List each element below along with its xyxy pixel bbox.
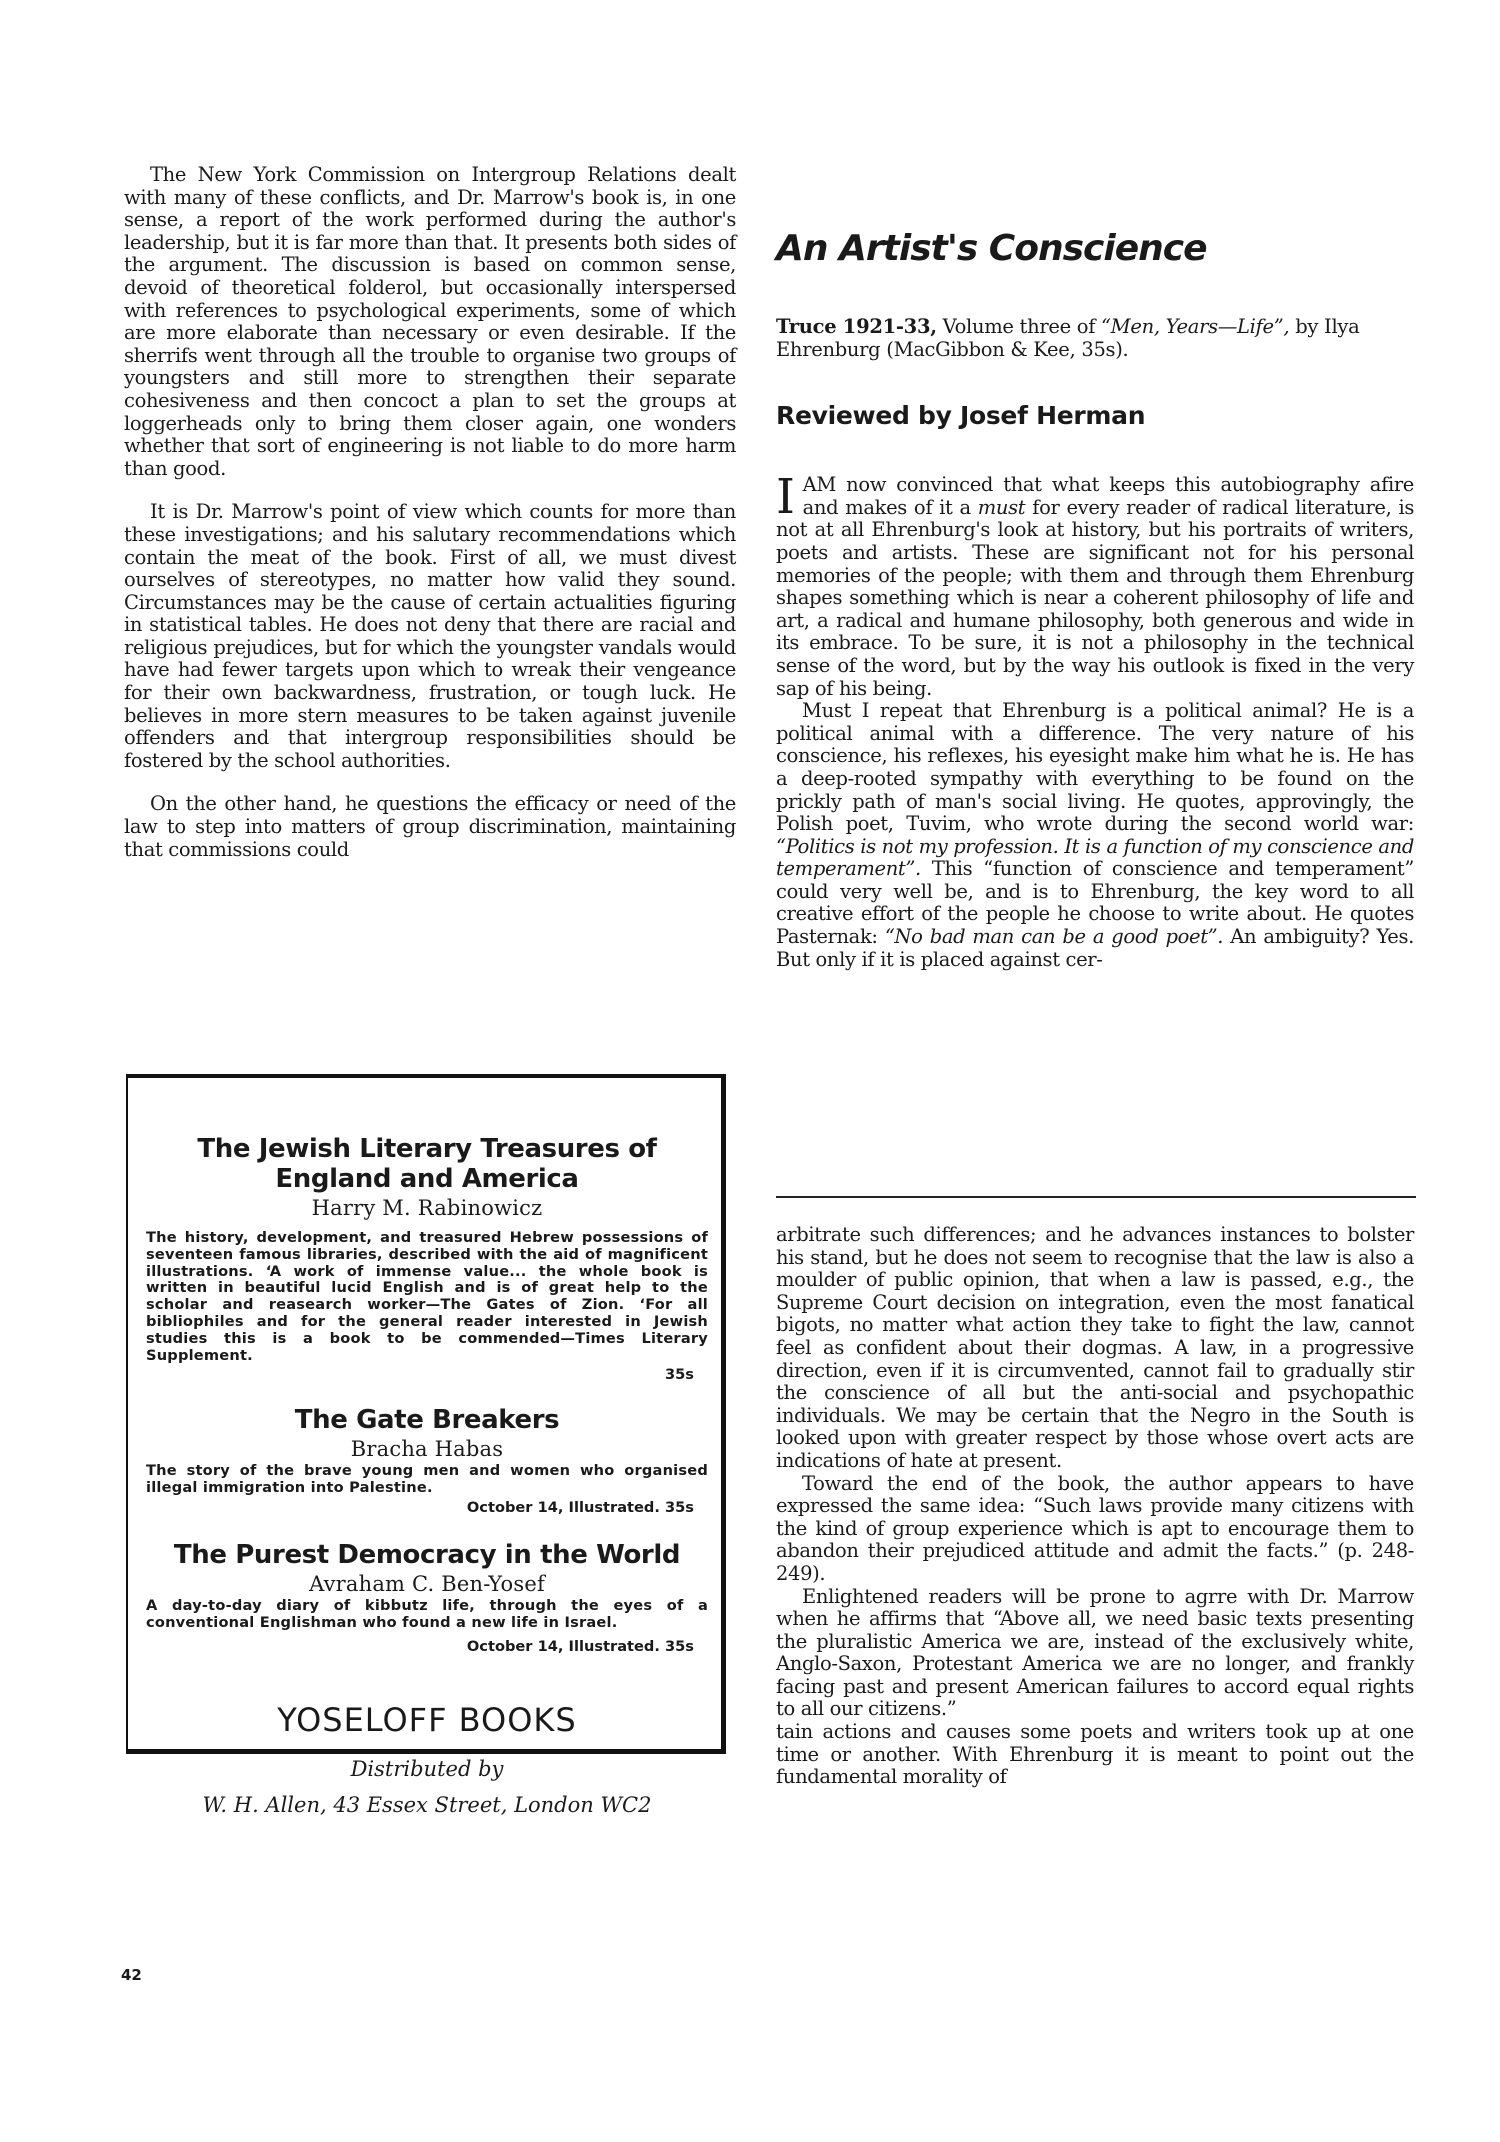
article-paragraph: On the other hand, he questions the efficacy or need of the law to step into matters of group discrimination, maintaining that commissions could — [124, 792, 736, 861]
review-text: for every reader of radical literature, is not at all Ehrenburg's look at history, but his portraits of writers, poets and artists. These are significant not for his personal memories of the people; with them and through them Ehrenburg shapes something which is near a coherent philosophy of life and art, a radical and humane philosophy, both generous and wide in its embrace. To be sure, it is not a philosophy in the technical sense of the word, but by the way his outlook is fixed in the very sap of his being. — [776, 495, 1414, 700]
book-info — [776, 316, 1414, 361]
ad-distributor-address: W. H. Allen, 43 Essex Street, London WC2 — [202, 1792, 652, 1817]
ad-book-author: Harry M. Rabinowicz — [311, 1196, 543, 1220]
book-details: Volume three of — [936, 315, 1102, 338]
left-column-article — [124, 164, 736, 861]
article-paragraph: tain actions and causes some poets and writers took up at one time or another. With Ehrenburg it is meant to point out the fundamental morality of — [776, 1720, 1414, 1789]
ad-book-title: The Gate Breakers — [294, 1405, 560, 1436]
ad-book-description: The story of the brave young men and women who organised illegal immigration into Palestine. — [146, 1462, 708, 1497]
right-column-continuation — [776, 1224, 1414, 1789]
page-number: 42 — [121, 1966, 142, 1984]
review-body — [776, 469, 1415, 971]
review-title: An Artist's Conscience — [776, 228, 1207, 269]
article-paragraph: Toward the end of the book, the author appears to have expressed the same idea: “Such laws provide many citizens with the kind of group experience which is apt to encourage them to abandon their prejudiced attitude and admit the facts.” (p. 248-249). — [776, 1471, 1414, 1585]
article-paragraph: arbitrate such differences; and he advances instances to bolster his stand, but he does not seem to recognise that the law is also a moulder of public opinion, that when a law is passed, e.g., the Supreme Court decision on integration, even the most fanatical bigots, no matter what action they take to fight the law, cannot feel as confident about their dogmas. A law, in a progressive direction, even if it is circumvented, cannot fail to gradually stir the conscience of all but the anti-social and psychopathic individuals. We may be certain that the Negro in the South is looked upon with greater respect by those whose overt acts are indications of hate at present. — [776, 1223, 1414, 1472]
article-paragraph: Enlightened readers will be prone to agrre with Dr. Marrow when he affirms that “Above all, we need basic texts presenting the pluralistic America we are, instead of the exclusively white, Anglo-Saxon, Protestant America we are no longer, and frankly facing past and present American failures to accord equal rights to all our citizens.” — [776, 1584, 1414, 1721]
ad-book-description: The history, development, and treasured Hebrew possessions of seventeen famous libraries, described with the aid of magnificent illustrations. ‘A work of immense value... the whole book is written in beautiful lucid English and is of great help to the scholar and reasearch worker—The Gates of Zion. ‘For all bibliophiles and for the general reader interested in Jewish studies this is a book to be commended—Times Literary Supplement. — [146, 1229, 708, 1364]
review-text: Must I repeat that Ehrenburg is a political animal? He is a political animal with a difference. The very nature of his conscience, his reflexes, his eyesight make him what he is. He has a deep-rooted sympathy with everything to be found on the prickly path of man's social living. He quotes, approvingly, the Polish poet, Tuvim, who wrote during the second world war: — [776, 699, 1414, 836]
ad-book-price: October 14, Illustrated. 35s — [466, 1637, 694, 1655]
advertisement-content — [146, 1078, 708, 1817]
article-paragraph: It is Dr. Marrow's point of view which counts for more than these investigations; and his salutary recommendations which contain the meat of the book. First of all, we must divest ourselves of stereotypes, no matter how valid they sound. Circumstances may be the cause of certain actualities figuring in statistical tables. He does not deny that there are racial and religious prejudices, but for which the youngster vandals would have had fewer targets upon which to wreak their vengeance for their own backwardness, frustration, or tough luck. He believes in more stern measures to be taken against juvenile offenders and that intergroup responsibilities should be fostered by the school authorities. — [124, 500, 736, 772]
article-paragraph: The New York Commission on Intergroup Relations dealt with many of these conflicts, and Dr. Marrow's book is, in one sense, a report of the work performed during the author's leadership, but it is far more than that. It presents both sides of the argument. The discussion is based on common sense, devoid of theoretical folderol, but occasionally interspersed with references to psychological experiments, some of which are more elaborate than necessary or even desirable. If the sherrifs went through all the trouble to organise two groups of youngsters and still more to strengthen their separate cohesiveness and then concoct a plan to set the groups at loggerheads only to bring them closer again, one wonders whether that sort of engineering is not liable to do more harm than good. — [124, 163, 736, 480]
ad-book-description: A day-to-day diary of kibbutz life, through the eyes of a conventional Englishman who found a new life in Israel. — [146, 1596, 708, 1631]
publisher-advertisement — [126, 1074, 726, 1817]
review-quote: “Politics is not my profession. It is a function of my conscience and temperament”. — [776, 834, 1414, 881]
review-emphasis: must — [977, 495, 1026, 519]
drop-cap: I — [776, 469, 795, 526]
review-paragraph — [776, 700, 1414, 971]
ad-distributed-by: Distributed by — [350, 1756, 504, 1781]
review-paragraph — [776, 469, 1414, 700]
review-text: This “function of conscience and temperament” could very well be, and is to Ehrenburg, the key word to all creative effort of the people he choose to write about. He quotes Pasternak: — [776, 857, 1414, 949]
ad-book-author: Bracha Habas — [350, 1437, 504, 1462]
column-divider-rule — [776, 1196, 1416, 1198]
ad-book-price: 35s — [665, 1366, 694, 1384]
review-article — [776, 228, 1414, 971]
book-title: Truce 1921-33, — [776, 315, 937, 338]
ad-book-title: The Jewish Literary Treasures of England and America — [197, 1134, 657, 1194]
book-series: “Men, Years—Life”, — [1101, 315, 1290, 338]
review-quote: “No bad man can be a good poet”. — [884, 925, 1224, 949]
review-text: AM now convinced that what keeps this autobiography afire and makes of it a — [802, 473, 1414, 519]
ad-publisher-name: YOSELOFF BOOKS — [277, 1700, 577, 1739]
review-text: An ambiguity? Yes. But only if it is placed against cer- — [776, 925, 1415, 971]
book-details-publisher: by Ilya Ehrenburg (MacGibbon & Kee, 35s). — [776, 315, 1360, 361]
reviewer-byline: Reviewed by Josef Herman — [776, 401, 1146, 431]
ad-book-author: Avraham C. Ben-Yosef — [309, 1571, 545, 1596]
ad-book-price: October 14, Illustrated. 35s — [466, 1498, 694, 1516]
ad-book-title: The Purest Democracy in the World — [173, 1539, 681, 1570]
